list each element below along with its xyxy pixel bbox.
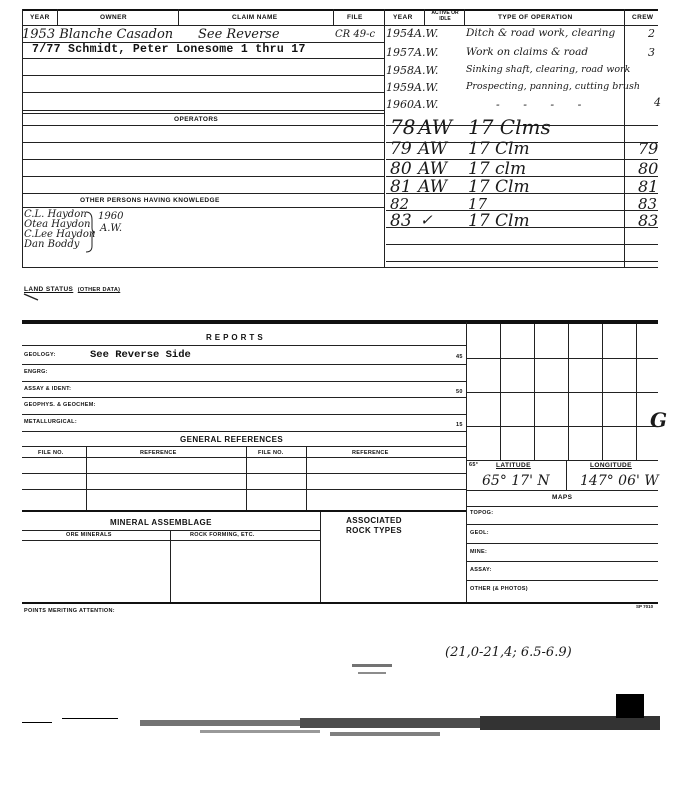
points-note: (21,0-21,4; 6.5-6.9)	[445, 645, 572, 660]
header-active-idle: ACTIVE OR IDLE	[431, 10, 459, 22]
claim-line-1: See Reverse	[198, 27, 280, 42]
header-crew: CREW	[632, 14, 654, 21]
later-entry-row: 82 17 83	[390, 195, 658, 213]
later-entry-row: 83 ✓ 17 Clm 83	[390, 211, 659, 231]
report-row-geology: GEOLOGY: See Reverse Side 45	[24, 349, 463, 361]
operators-label: OPERATORS	[174, 116, 219, 123]
associated-rock-types-title: ASSOCIATED ROCK TYPES	[346, 516, 403, 535]
general-references-title: GENERAL REFERENCES	[180, 435, 284, 444]
maps-row-mine: MINE:	[470, 549, 488, 555]
header-file: FILE	[347, 14, 363, 21]
latitude-label: LATITUDE	[496, 462, 531, 469]
col-rock-forming: ROCK FORMING, ETC.	[190, 532, 255, 538]
longitude-value: 147° 06' W	[580, 473, 659, 489]
person-name: C.L. Haydon	[24, 209, 87, 220]
col-file-no: FILE NO.	[38, 450, 64, 456]
file-line-1: CR 49-c	[335, 29, 376, 40]
maps-title: MAPS	[552, 494, 573, 501]
latitude-value: 65° 17' N	[482, 473, 550, 489]
later-entry-row: 79 AW 17 Clm 79	[390, 139, 659, 159]
col-reference-2: REFERENCE	[352, 450, 389, 456]
col-file-no-2: FILE NO.	[258, 450, 284, 456]
typed-owner-line: 7/77 Schmidt, Peter Lonesome 1 thru 17	[32, 43, 306, 56]
maps-row-topog: TOPOG:	[470, 510, 494, 516]
report-row-metallurgical: METALLURGICAL: 15	[24, 419, 463, 428]
col-reference: REFERENCE	[140, 450, 177, 456]
lat-prefix: 65°	[469, 462, 479, 468]
maps-row-assay: ASSAY:	[470, 567, 492, 573]
report-row-assay: ASSAY & IDENT: 50	[24, 386, 463, 395]
operation-row: 1957 A.W. Work on claims & road 3	[386, 46, 655, 59]
report-row-engrg: ENGRG:	[24, 369, 48, 375]
operation-row: 1958 A.W. Sinking shaft, clearing, road work	[386, 64, 631, 77]
owner-line-1: 1953 Blanche Casadon	[22, 27, 174, 42]
operation-row: 1954 A.W. Ditch & road work, clearing 2	[386, 27, 655, 40]
operation-row: 1959 A.W. Prospecting, panning, cutting brush	[386, 81, 640, 94]
longitude-label: LONGITUDE	[590, 462, 632, 469]
person-name: Dan Boddy	[24, 239, 80, 250]
later-entry-row: 78 AW 17 Clms	[390, 115, 551, 139]
persons-year: 1960	[98, 211, 124, 222]
report-row-geophys: GEOPHYS. & GEOCHEM:	[24, 402, 96, 408]
brace-icon	[84, 210, 96, 254]
points-meriting-label: POINTS MERITING ATTENTION:	[24, 608, 115, 614]
reports-title: R E P O R T S	[206, 333, 264, 342]
land-status-mark	[22, 292, 42, 302]
header-year2: YEAR	[393, 14, 413, 21]
corner-letter: G	[650, 408, 668, 432]
person-name: C.Lee Haydon	[24, 229, 96, 240]
header-year: YEAR	[30, 14, 50, 21]
header-claim-name: CLAIM NAME	[232, 14, 278, 21]
land-status-heading: LAND STATUS (OTHER DATA)	[24, 286, 121, 293]
header-owner: OWNER	[100, 14, 127, 21]
later-entry-row: 80 AW 17 clm 80	[390, 159, 659, 179]
form-code: SP 7010	[636, 604, 654, 609]
mineral-assemblage-title: MINERAL ASSEMBLAGE	[110, 518, 212, 527]
later-entry-row: 81 AW 17 Clm 81	[390, 177, 659, 197]
persons-status: A.W.	[100, 223, 123, 234]
person-name: Otea Haydon	[24, 219, 91, 230]
maps-row-other: OTHER (& PHOTOS)	[470, 586, 528, 592]
col-ore-minerals: ORE MINERALS	[66, 532, 112, 538]
operation-row: 1960 A.W. - - - - 4	[386, 96, 661, 111]
header-type-of-operation: TYPE OF OPERATION	[498, 14, 573, 21]
other-persons-label: OTHER PERSONS HAVING KNOWLEDGE	[80, 197, 220, 204]
maps-row-geol: GEOL:	[470, 530, 489, 536]
